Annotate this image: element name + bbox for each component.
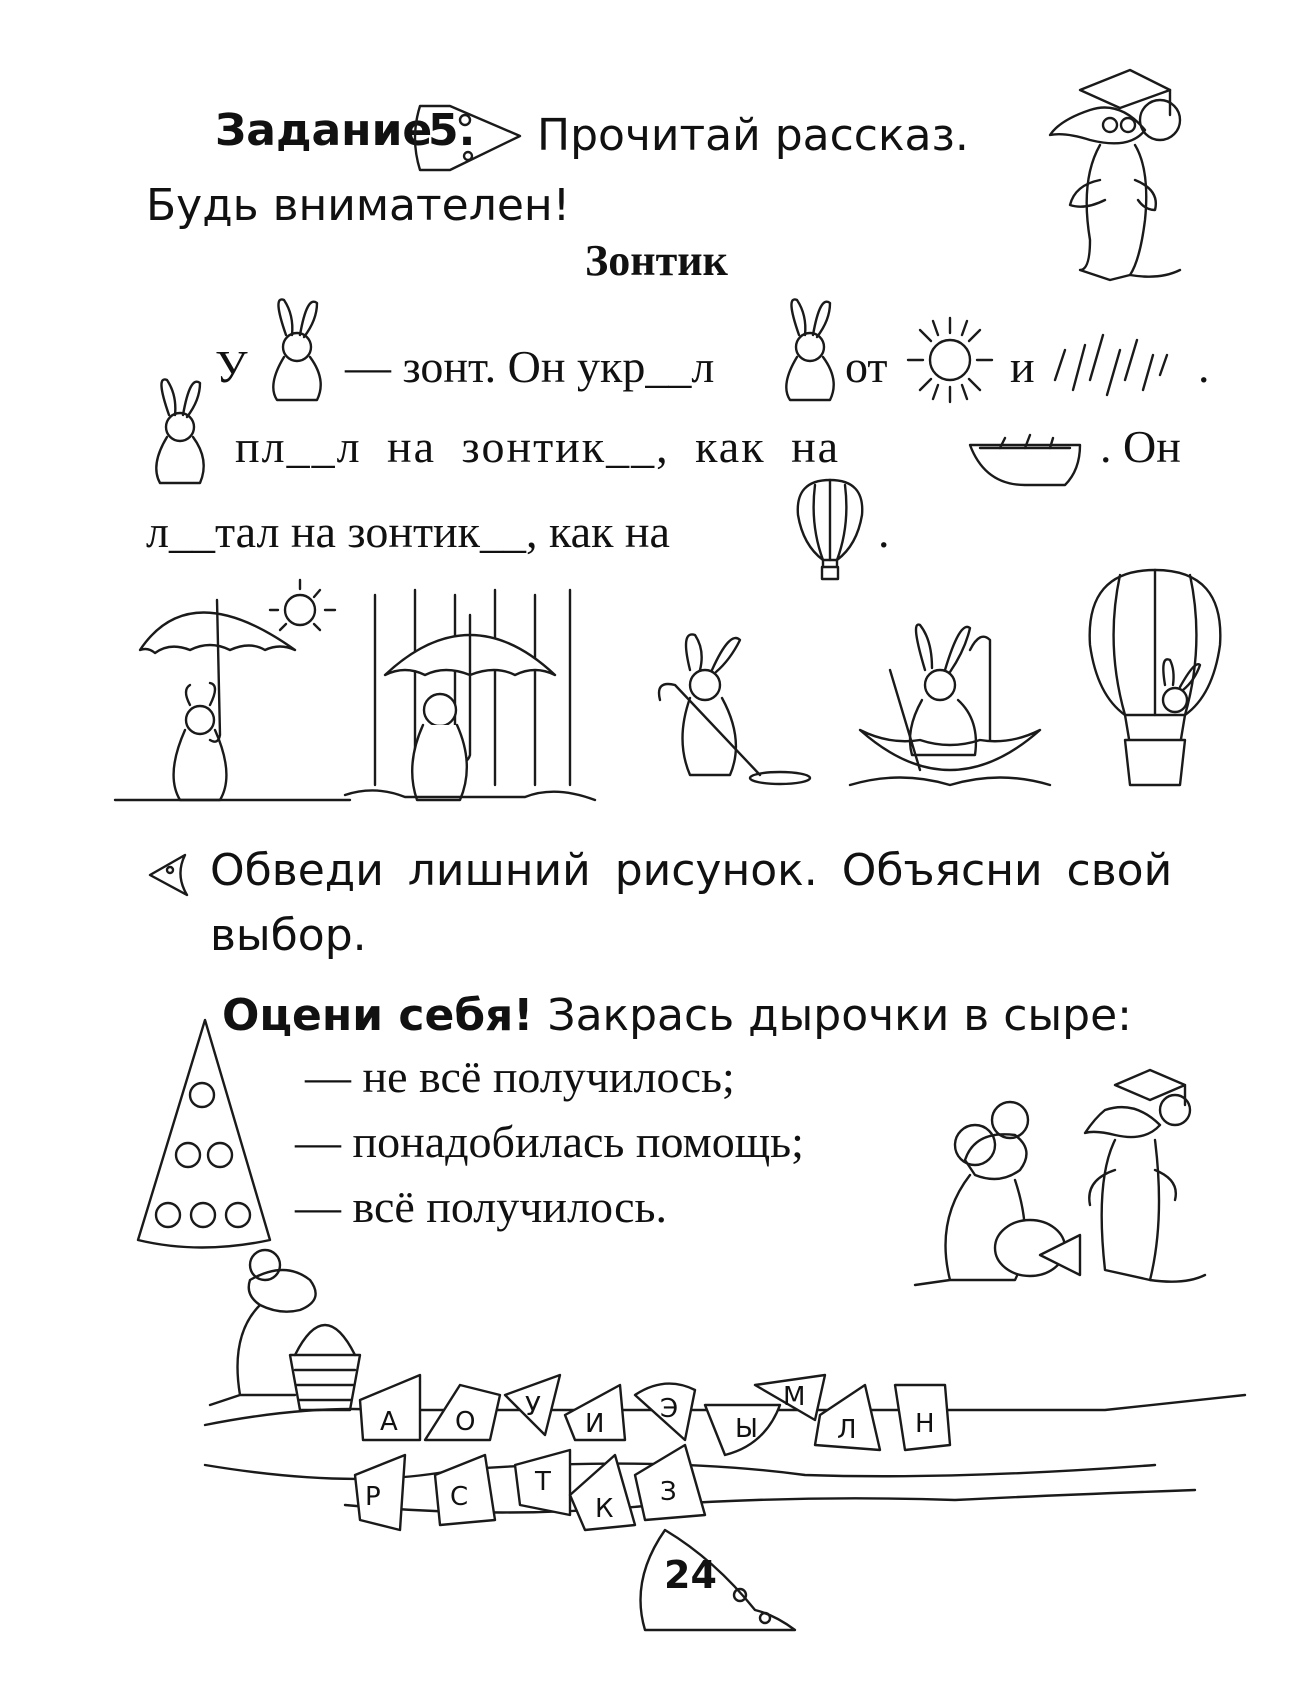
story-line1-a: У — [215, 341, 248, 392]
cheese-letter-top-8 — [815, 1385, 880, 1450]
hare-icon — [145, 375, 215, 490]
cheese-letter-top-9 — [895, 1385, 950, 1450]
cheese-letter-S: С — [450, 1482, 469, 1512]
page-number: 24 — [664, 1553, 717, 1597]
question-line2: выбор. — [210, 910, 367, 961]
story-line3-a: л__тал на зонтик__, как на — [146, 506, 670, 557]
cheese-letter-top-6 — [705, 1405, 780, 1455]
story-line1-c: от — [845, 341, 888, 392]
cheese-letter-R: Р — [365, 1482, 381, 1512]
story-line1-e: . — [1198, 341, 1210, 392]
cheese-letter-top-4 — [565, 1385, 625, 1440]
cheese-letter-bottom-1 — [355, 1455, 405, 1530]
story-title: Зонтик — [585, 236, 728, 285]
cheese-letter-K: К — [595, 1494, 614, 1524]
picture-balloon-hare — [1085, 565, 1225, 805]
rating-item-3: — всё получилось. — [295, 1181, 667, 1232]
picture-hare-walking — [650, 630, 820, 790]
cheese-letter-Z: З — [660, 1477, 677, 1507]
story-line1-d: и — [1010, 341, 1035, 392]
task-label: Задание — [215, 105, 433, 156]
cheese-letter-L: Л — [837, 1415, 857, 1445]
cheese-rating-icon — [130, 1015, 275, 1255]
picture-sun-umbrella — [110, 575, 360, 815]
story-line3-b: . — [878, 506, 890, 557]
balloon-icon — [795, 475, 865, 585]
cheese-letter-Y: Ы — [735, 1414, 758, 1444]
cheese-letter-O: О — [455, 1407, 476, 1437]
task-number: 5. — [428, 105, 476, 156]
cheese-letter-top-3 — [505, 1375, 560, 1435]
cheese-letter-bottom-2 — [435, 1455, 495, 1525]
cheese-letter-A: А — [380, 1407, 398, 1437]
cheese-letter-top-5 — [635, 1384, 695, 1440]
task-instruction: Прочитай рассказ. — [537, 110, 969, 161]
cheese-letter-T: Т — [535, 1467, 551, 1497]
cheese-letter-U: У — [525, 1392, 541, 1422]
picture-hare-boat-umbrella — [850, 620, 1050, 800]
cheese-letter-M: М — [783, 1382, 806, 1412]
cheese-letter-bottom-3 — [515, 1450, 570, 1515]
cheese-letter-bottom-5 — [635, 1445, 705, 1520]
hare-icon — [262, 295, 332, 405]
self-check-text: Закрась дырочки в сыре: — [547, 990, 1132, 1041]
rating-item-2: — понадобилась помощь; — [295, 1116, 804, 1167]
cheese-letter-E: Э — [660, 1394, 679, 1424]
task-instruction-2: Будь внимателен! — [146, 180, 571, 231]
cheese-letter-I: И — [585, 1409, 605, 1439]
cheese-letter-bottom-4 — [570, 1455, 635, 1530]
hare-icon — [775, 295, 845, 405]
self-check-heading — [222, 990, 1132, 1041]
rain-icon — [1045, 320, 1185, 400]
cheese-letter-top-1 — [360, 1375, 420, 1440]
cheese-pointer-icon — [145, 850, 195, 900]
self-check-bold: Оцени себя! — [222, 990, 534, 1041]
story-line2-b: . Он — [1100, 421, 1181, 472]
picture-rain-umbrella — [345, 585, 605, 815]
mice-with-cheese — [905, 1070, 1235, 1320]
cheese-letter-top-2 — [425, 1385, 500, 1440]
sun-icon — [905, 315, 995, 405]
question-line1: Обведи лишний рисунок. Объясни свой — [210, 845, 1173, 896]
story-line2-a: пл__л на зонтик__, как на — [235, 421, 841, 472]
rating-item-1: — не всё получилось; — [305, 1051, 735, 1102]
story-line1-b: — зонт. Он укр__л — [345, 341, 715, 392]
cheese-letter-N: Н — [915, 1409, 935, 1439]
boat-icon — [965, 430, 1085, 490]
professor-mouse-icon — [1020, 70, 1190, 310]
